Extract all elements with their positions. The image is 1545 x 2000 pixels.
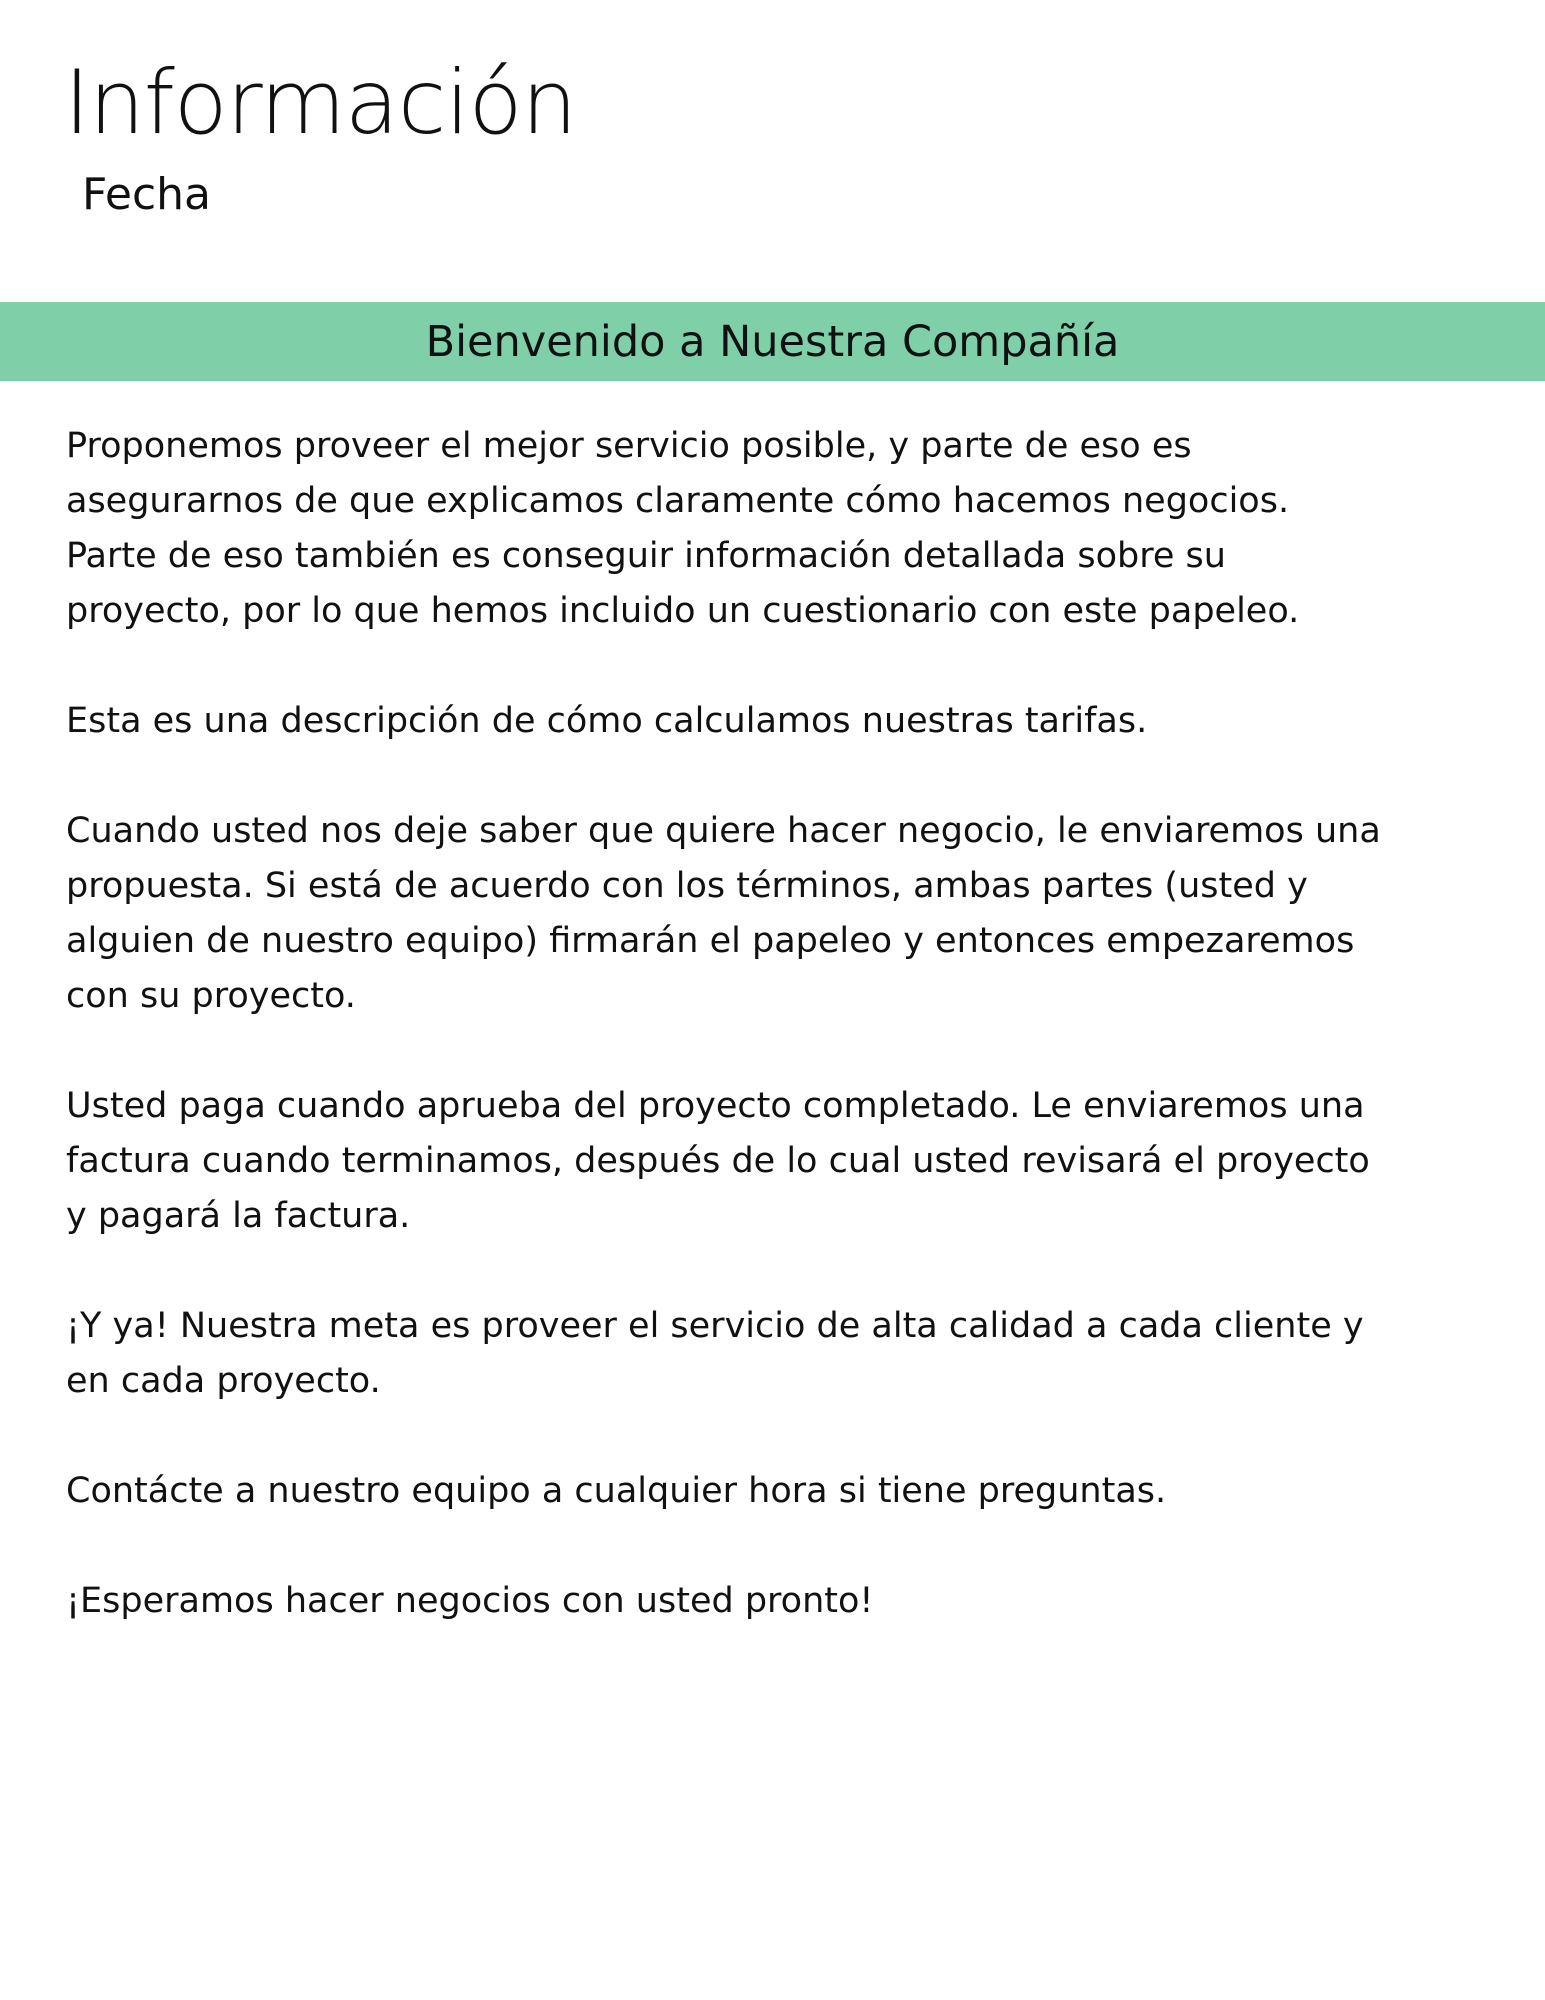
text-line: Usted paga cuando aprueba del proyecto completado. Le enviaremos una	[66, 1086, 1365, 1126]
text-line: Proponemos proveer el mejor servicio posible, y parte de eso es	[66, 426, 1192, 466]
text-line: asegurarnos de que explicamos claramente cómo hacemos negocios.	[66, 481, 1290, 521]
welcome-banner	[0, 302, 1545, 381]
text-line: con su proyecto.	[66, 976, 356, 1016]
banner-text: Bienvenido a Nuestra Compañía	[425, 316, 1120, 367]
text-line: factura cuando terminamos, después de lo cual usted revisará el proyecto	[66, 1141, 1370, 1181]
paragraph	[66, 804, 1381, 1024]
text-line: Cuando usted nos deje saber que quiere hacer negocio, le enviaremos una	[66, 811, 1381, 851]
date-label: Fecha	[82, 169, 212, 220]
text-line: y pagará la factura.	[66, 1196, 411, 1236]
text-line: Parte de eso también es conseguir información detallada sobre su	[66, 536, 1226, 576]
text-line: Contácte a nuestro equipo a cualquier hora si tiene preguntas.	[66, 1471, 1167, 1511]
text-line: en cada proyecto.	[66, 1361, 381, 1401]
text-line: proyecto, por lo que hemos incluido un cuestionario con este papeleo.	[66, 591, 1300, 631]
text-line: ¡Y ya! Nuestra meta es proveer el servicio de alta calidad a cada cliente y	[66, 1306, 1364, 1346]
text-line: alguien de nuestro equipo) firmarán el papeleo y entonces empezaremos	[66, 921, 1355, 961]
paragraph	[66, 1299, 1381, 1409]
paragraph	[66, 419, 1381, 639]
text-line: Esta es una descripción de cómo calculamos nuestras tarifas.	[66, 701, 1148, 741]
paragraph	[66, 694, 1381, 749]
text-line: propuesta. Si está de acuerdo con los términos, ambas partes (usted y	[66, 866, 1308, 906]
paragraph	[66, 1079, 1381, 1244]
page-title: Información	[64, 51, 577, 154]
paragraph	[66, 1574, 1381, 1629]
text-line: ¡Esperamos hacer negocios con usted pronto!	[66, 1581, 874, 1621]
paragraph	[66, 1464, 1381, 1519]
document-body	[66, 419, 1381, 1684]
